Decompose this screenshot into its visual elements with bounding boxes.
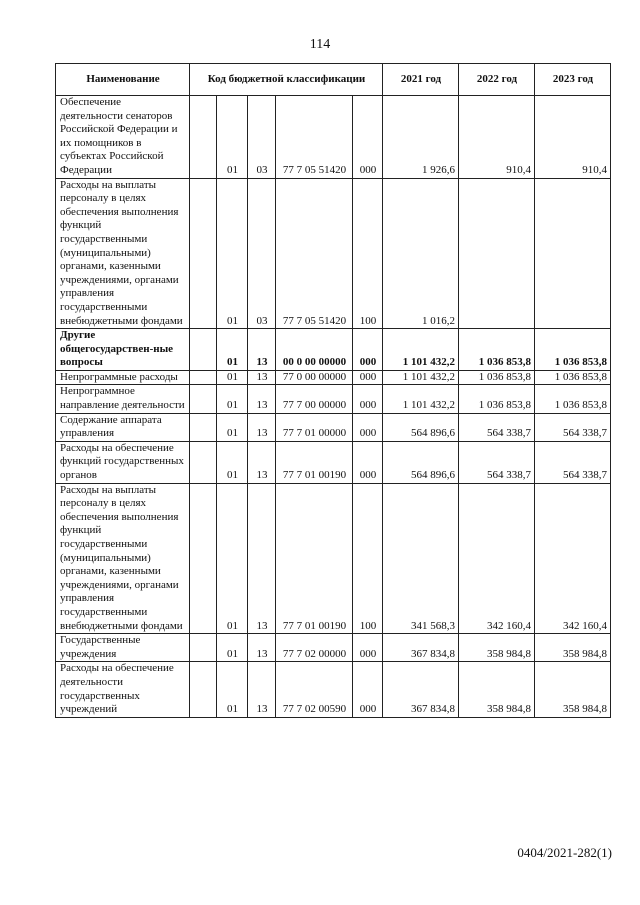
code-section: 01 (217, 662, 248, 717)
value-2022: 910,4 (459, 96, 535, 179)
code-section: 01 (217, 370, 248, 385)
value-2023: 358 984,8 (535, 634, 611, 662)
code-target-article: 77 0 00 00000 (276, 370, 353, 385)
value-2021: 367 834,8 (383, 634, 459, 662)
table-row (56, 329, 611, 371)
value-2021: 564 896,6 (383, 441, 459, 483)
value-2023: 564 338,7 (535, 413, 611, 441)
value-2021: 1 101 432,2 (383, 370, 459, 385)
code-empty (190, 441, 217, 483)
code-section: 01 (217, 96, 248, 179)
header-2022: 2022 год (459, 64, 535, 96)
value-2023: 910,4 (535, 96, 611, 179)
table-row (56, 413, 611, 441)
header-2021: 2021 год (383, 64, 459, 96)
value-2023: 1 036 853,8 (535, 329, 611, 371)
row-name: Содержание аппарата управления (56, 413, 190, 441)
code-empty (190, 413, 217, 441)
code-target-article: 77 7 05 51420 (276, 178, 353, 329)
code-target-article: 77 7 01 00000 (276, 413, 353, 441)
row-name: Расходы на обеспечение функций государственных органов (56, 441, 190, 483)
code-expense-type: 000 (353, 329, 383, 371)
table-row (56, 385, 611, 413)
value-2022 (459, 178, 535, 329)
code-subsection: 13 (248, 385, 276, 413)
value-2023: 1 036 853,8 (535, 370, 611, 385)
code-subsection: 13 (248, 634, 276, 662)
value-2022: 342 160,4 (459, 483, 535, 634)
row-name: Расходы на обеспечение деятельности государственных учреждений (56, 662, 190, 717)
value-2022: 358 984,8 (459, 634, 535, 662)
header-2023: 2023 год (535, 64, 611, 96)
value-2022: 564 338,7 (459, 441, 535, 483)
table-row (56, 441, 611, 483)
value-2023: 342 160,4 (535, 483, 611, 634)
code-expense-type: 000 (353, 441, 383, 483)
code-empty (190, 329, 217, 371)
header-name: Наименование (56, 64, 190, 96)
code-expense-type: 000 (353, 634, 383, 662)
header-code: Код бюджетной классификации (190, 64, 383, 96)
code-target-article: 77 7 05 51420 (276, 96, 353, 179)
value-2022: 358 984,8 (459, 662, 535, 717)
value-2023: 564 338,7 (535, 441, 611, 483)
code-empty (190, 178, 217, 329)
code-expense-type: 100 (353, 483, 383, 634)
value-2022: 564 338,7 (459, 413, 535, 441)
code-target-article: 77 7 00 00000 (276, 385, 353, 413)
code-empty (190, 385, 217, 413)
document-code: 0404/2021-282(1) (517, 845, 612, 860)
code-subsection: 13 (248, 329, 276, 371)
code-section: 01 (217, 634, 248, 662)
code-target-article: 77 7 01 00190 (276, 483, 353, 634)
budget-table (55, 63, 611, 718)
code-subsection: 13 (248, 370, 276, 385)
value-2021: 1 926,6 (383, 96, 459, 179)
table-header-row (56, 64, 611, 96)
page-number: 114 (309, 37, 331, 52)
code-target-article: 77 7 02 00000 (276, 634, 353, 662)
value-2022: 1 036 853,8 (459, 370, 535, 385)
row-name: Расходы на выплаты персоналу в целях обеспечения выполнения функций государственными (муниципальными) органами, казенными учреждениями, органами управления государственными внебюджетными фондами (56, 178, 190, 329)
code-section: 01 (217, 483, 248, 634)
code-target-article: 00 0 00 00000 (276, 329, 353, 371)
value-2021: 341 568,3 (383, 483, 459, 634)
table-row (56, 370, 611, 385)
code-empty (190, 96, 217, 179)
code-expense-type: 000 (353, 413, 383, 441)
row-name: Непрограммное направление деятельности (56, 385, 190, 413)
row-name: Расходы на выплаты персоналу в целях обеспечения выполнения функций государственными (муниципальными) органами, казенными учреждениями, органами управления государственными внебюджетными фондами (56, 483, 190, 634)
table-row (56, 178, 611, 329)
table-row (56, 634, 611, 662)
code-section: 01 (217, 329, 248, 371)
code-subsection: 13 (248, 413, 276, 441)
table-row (56, 96, 611, 179)
value-2023: 358 984,8 (535, 662, 611, 717)
code-section: 01 (217, 441, 248, 483)
code-section: 01 (217, 385, 248, 413)
code-target-article: 77 7 02 00590 (276, 662, 353, 717)
row-name: Обеспечение деятельности сенаторов Российской Федерации и их помощников в субъектах Российской Федерации (56, 96, 190, 179)
value-2023 (535, 178, 611, 329)
row-name: Непрограммные расходы (56, 370, 190, 385)
row-name: Государственные учреждения (56, 634, 190, 662)
value-2023: 1 036 853,8 (535, 385, 611, 413)
code-target-article: 77 7 01 00190 (276, 441, 353, 483)
table-row (56, 483, 611, 634)
value-2021: 1 101 432,2 (383, 385, 459, 413)
value-2021: 367 834,8 (383, 662, 459, 717)
code-subsection: 13 (248, 662, 276, 717)
table-row (56, 662, 611, 717)
code-section: 01 (217, 178, 248, 329)
value-2021: 1 016,2 (383, 178, 459, 329)
code-expense-type: 100 (353, 178, 383, 329)
value-2022: 1 036 853,8 (459, 329, 535, 371)
code-expense-type: 000 (353, 370, 383, 385)
code-empty (190, 634, 217, 662)
code-subsection: 13 (248, 441, 276, 483)
code-expense-type: 000 (353, 96, 383, 179)
code-expense-type: 000 (353, 662, 383, 717)
code-empty (190, 662, 217, 717)
value-2021: 564 896,6 (383, 413, 459, 441)
code-subsection: 03 (248, 96, 276, 179)
value-2021: 1 101 432,2 (383, 329, 459, 371)
code-subsection: 03 (248, 178, 276, 329)
code-subsection: 13 (248, 483, 276, 634)
code-empty (190, 483, 217, 634)
code-empty (190, 370, 217, 385)
code-expense-type: 000 (353, 385, 383, 413)
row-name: Другие общегосударствен-ные вопросы (56, 329, 190, 371)
value-2022: 1 036 853,8 (459, 385, 535, 413)
code-section: 01 (217, 413, 248, 441)
